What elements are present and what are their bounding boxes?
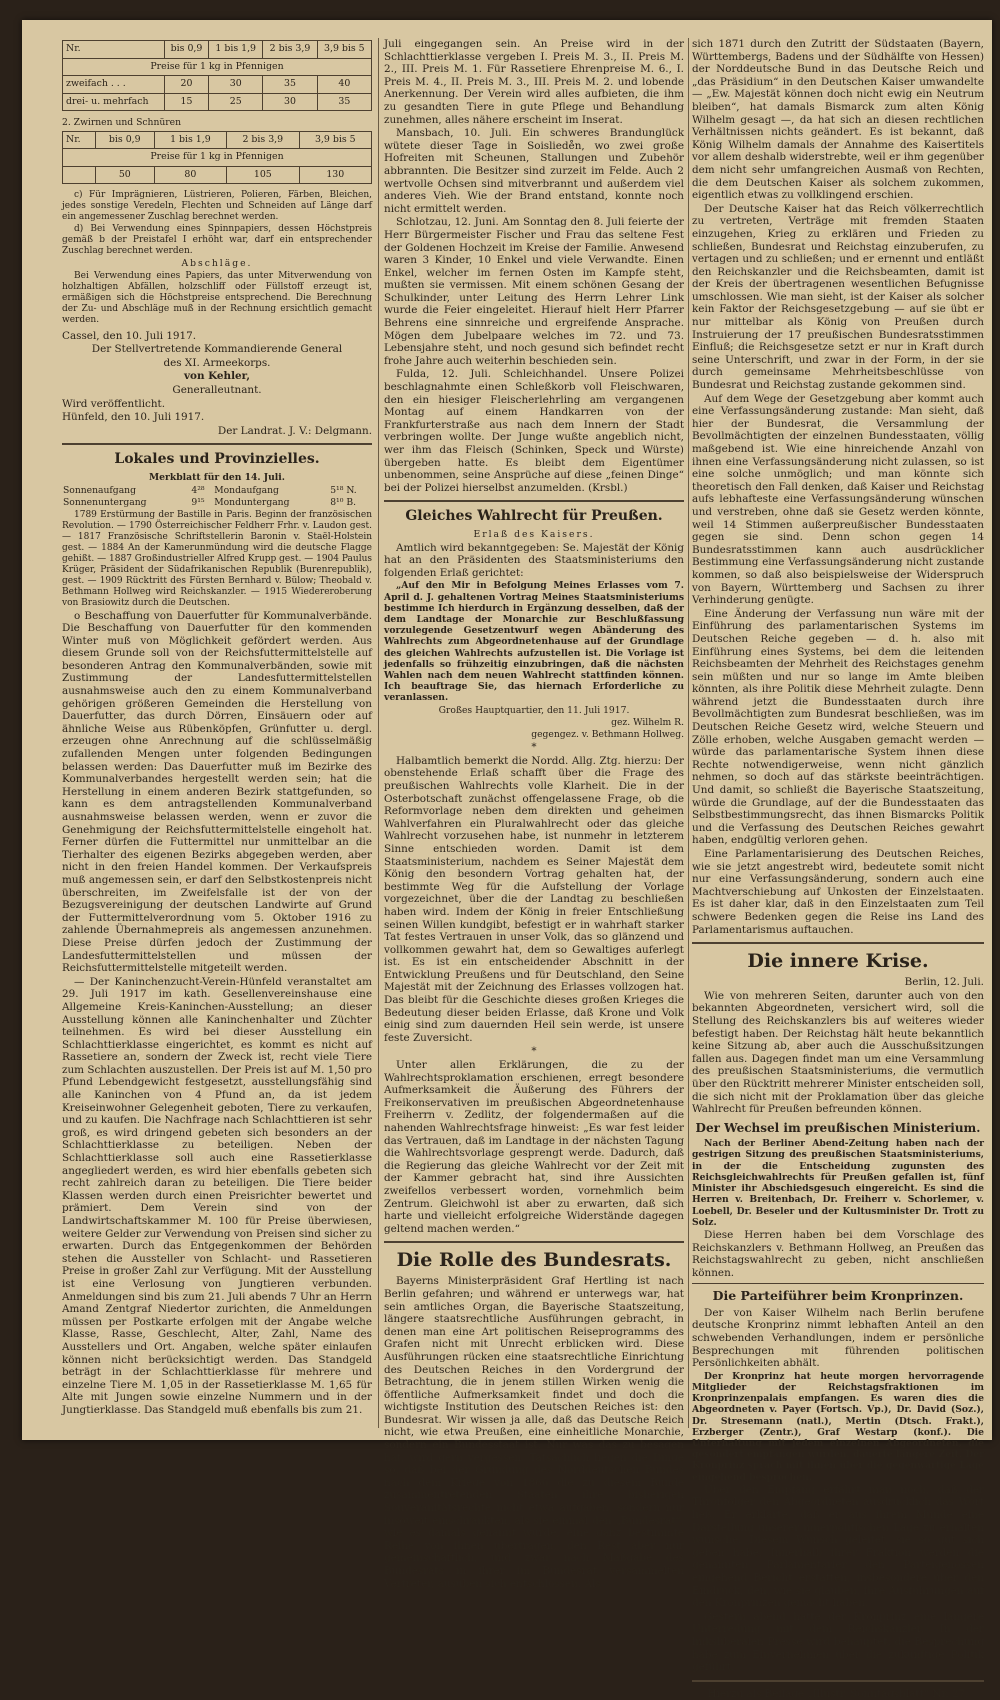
dateline-cassel: Cassel, den 10. Juli 1917. [62,329,197,342]
table-subheader: Preise für 1 kg in Pfennigen [63,149,372,167]
table-header-cell: Nr. [63,131,96,149]
divider [692,1283,984,1284]
table-cell: 25 [209,93,263,111]
section-title-bundesrat: Die Rolle des Bundesrats. [396,1249,672,1272]
table-cell: 30 [209,76,263,94]
article-wechsel: Nach der Berliner Abend-Zeitung haben nach der gestrigen Sitzung des preußischen Staatsministeriums, in der die Entscheidung zugunsten des Reichsgleichwahlrechts für Preußen gefallen ist, fünf Minister ihr Abschiedsgesuch eingereicht. Es sind die Herren v. Breitenbach, Dr. Freiherr v. Schorlemer, v. Loebell, Dr. Beseler und der Kultusminister Dr. Trott zu Solz. [692,1138,984,1228]
erlass-place: Großes Hauptquartier, den 11. Juli 1917. [438,704,630,716]
price-table-2 [62,131,372,185]
table-cell: 20 [164,76,208,94]
dateline-berlin: Berlin, 12. Juli. [904,976,984,989]
footnote-d: d) Bei Verwendung eines Spinnpapiers, dessen Höchstpreis gemäß b der Preistafel I erhöht war, darf ein entsprechender Zuschlag berechnet werden. [62,224,372,257]
table-cell: drei- u. mehrfach [63,93,165,111]
almanac-label: Monduntergang [214,497,290,509]
published-note: Wird veröffentlicht. [62,397,166,410]
table-header-cell: bis 0,9 [164,41,208,59]
supplement-note: Hierzu als Beilage „Illustr. Sonntagsblatt“ Nr. 27. [707,1687,969,1700]
divider [692,1680,984,1682]
signer-rank: Generalleutnant. [172,383,262,396]
table-header-cell: 1 bis 1,9 [154,131,226,149]
table-cell: 50 [95,166,154,184]
landrat-signature: Der Landrat. J. V.: Delgmann. [217,424,372,437]
table-cell: 30 [263,93,317,111]
article-bundesrat: Bayerns Ministerpräsident Graf Hertling ist nach Berlin gefahren; und während er unterwegs war, hat sein amtliches Organ, die Bayerische Staatszeitung, längere staatsrechtliche Ausführungen gebracht, in denen man eine Art politischen Reiseprogramms des Grafen nicht mit Unrecht erblicken wird. Diese Ausführungen rücken eine staatsrechtliche Einrichtung des Deutschen Reiches in den Vordergrund der Betrachtung, die in jenem stillen Wirken wenig die öffentliche Aufmerksamkeit findet und doch die wichtigste Institution des Deutschen Reiches ist: den Bundesrat. Wir wissen ja alle, daß das Deutsche Reich nicht, wie etwa Preußen, eine einheitliche Monarchie, sondern ein Bundesstaat ist. Nur was das zu besagen hat, wird gern vergessen. Tatsächlich liegen die Dinge so, daß bei der Gründung des Norddeutschen Bundes nach dem Kriege von 1866 die zu diesem Bunde zusammentretenden Staaten ihre bisherigen Souveränitätsrechte nicht etwa aufgaben, sondern nur insoweit einschränkten, als sie einmal den „Bundesrat“, wie es damals genannt wurde, eine ganz bestimmte Reihe von ihnen übertragen, den Rest aber nur gemeinschaftlich, und zwar nach Maßgabe des Bundesrats in ihrer im Bundesrat versammelten Vertreter, ausüben sich entschlossen. Als [384,1275,684,1590]
abschlaege-text: Bei Verwendung eines Papiers, das unter Mitverwendung von holzhaltigen Abfällen, holzschliff oder Füllstoff erzeugt ist, ermäßigen sich die Höchstpreise entsprechend. Die Berechnung der Zu- und Abschläge muß in der Rechnung ersichtlich gemacht werden. [62,270,372,325]
article-bundesrat-cont: sich 1871 durch den Zutritt der Südstaaten (Bayern, Württembergs, Badens und der Südhälfte von Hessen) der Norddeutsche Bund in das Deutsche Reich und „das Präsidium“ in den Deutschen Kaiser umwandelte — „Ew. Majestät können doch nicht ewig ein Neutrum bleiben“, hat damals Bismarck zum alten König Wilhelm gesagt —, da hat sich an diesen rechtlichen Verhältnissen nichts geändert. Es ist bekannt, daß König Wilhelm damals der Annahme des Kaisertitels vor allem deshalb widerstrebte, weil er ihm gegenüber dem nicht sehr umfangreichen Ausmaß von Rechten, die dem Deutschen Kaiser als solchem zukommen, eigentlich etwas zu vollklingend erschien. [692,38,984,202]
column-middle [384,38,684,1590]
almanac-label: Sonnenuntergang [63,497,147,509]
divider [384,500,684,502]
almanac-label: Sonnenaufgang [63,484,136,496]
article-mansbach: Mansbach, 10. Juli. Ein schweres Brandunglück wütete dieser Tage in Soisliede̊n, wo zwei große Hofreiten mit Scheunen, Stallungen und Zubehör abbrannten. Die Besitzer sind zurzeit im Felde. Auch 2 wertvolle Ochsen sind mitverbrannt und außerdem viel anderes Vieh. Wie der Brand entstand, konnte noch nicht ermittelt werden. [384,127,684,215]
section-title-krise: Die innere Krise. [747,950,929,973]
footnote-c: c) Für Imprägnieren, Lüstrieren, Polieren, Färben, Bleichen, jedes sonstige Veredeln, Flechten und Schneiden auf Länge darf ein angemessener Zuschlag berechnet werden. [62,190,372,223]
column-right [692,38,984,1700]
newspaper-page [22,20,992,1700]
almanac-value: 9¹⁵ [191,497,205,509]
article-bundesrat-kaiser: Der Deutsche Kaiser hat das Reich völkerrechtlich zu vertreten, Verträge mit fremden Staaten einzugehen, Krieg zu erklären und Frieden zu schließen, Bundesrat und Reichstag einzuberufen, zu vertagen und zu schließen; und er ernennt und entläßt den Reichskanzler und die Reichsbeamten, damit ist der Kreis der übertragenen wesentlichen Befugnisse umschlossen. Wie man sieht, ist der Kaiser als solcher kein Faktor der Reichsgesetzgebung — auf sie übt er nur mittelbar als König von Preußen durch Instruierung der 17 preußischen Bundesratsstimmen Einfluß; die Reichsgesetze setzt er nur in Kraft durch seine Unterschrift, und zwar in der Form, in der sie durch gemeinsame Mehrheitsbeschlüsse von Bundesrat und Reichstag zustande gekommen sind. [692,202,984,392]
section-title-wechsel: Der Wechsel im preußischen Ministerium. [695,1120,981,1135]
article-schlotzau: Schlotzau, 12. Juni. Am Sonntag den 8. Juli feierte der Herr Bürgermeister Fischer und Frau das seltene Fest der Goldenen Hochzeit im Kreise der Familie. Anwesend waren 3 Kinder, 10 Enkel und viele Verwandte. Einen Enkel, welcher im fernen Osten im Kampfe steht, mußten sie vermissen. Mit einem schönen Gesang der Schulkinder, unter Leitung des Herrn Lehrer Link wurde die Feier eingeleitet. Hierauf hielt Herr Pfarrer Behrens eine sinnreiche und ergreifende Ansprache. Mögen dem Jubelpaare welches im 72. und 73. Lebensjahre steht, und noch gesund sich befindet recht frohe Jahre auch weiterhin beschieden sein. [384,216,684,367]
almanac-title: Merkblatt für den 14. Juli. [149,472,285,484]
almanac-value: 8¹⁰ B. [330,497,356,509]
signer-office: Der Stellvertretende Kommandierende General [91,343,343,356]
article-parteifuehrer: Der von Kaiser Wilhelm nach Berlin berufene deutsche Kronprinz nimmt lebhaften Anteil an den schwebenden Verhandlungen, indem er persönliche Besprechungen mit führenden politischen Persönlichkeiten abhält. [692,1306,984,1370]
article-kaninchen: — Der Kaninchenzucht-Verein-Hünfeld veranstaltet am 29. Juli 1917 im kath. Gesellenvereinshause eine Allgemeine Kreis-Kaninchen-Ausstellung; an dieser Ausstellung können alle Kaninchenhalter und Züchter teilnehmen. Es wird bei dieser Ausstellung ein Schlachttierklasse eingerichtet, es kommt es nicht auf Rassetiere an, sondern der Zweck ist, recht viele Tiere zum Schlachten auszustellen. Der Preis ist auf M. 1,50 pro Pfund Lebendgewicht festgesetzt, ausstellungsfähig sind alle Kaninchen von 4 Pfund an, da ist jedem Kreiseinwohner Gelegenheit geboten, Tiere zu verkaufen, und zu kaufen. Die Nachfrage nach Schlachttieren ist sehr groß, es wird dringend gebeten sich besonders an der Schlachttierklasse zu beteiligen. Neben der Schlachttierklasse soll auch eine Rassetierklasse angegliedert werden, es wird hier ebenfalls gebeten sich recht zahlreich daran zu beteiligen. Die Tiere beider Klassen werden durch einen Preisrichter bewertet und prämiert. Dem Verein sind von der Landwirtschaftskammer M. 100 für Preise überwiesen, weitere Gelder zur Verwendung von Preisen sind sicher zu erwarten. Durch das Entgegenkommen der Behörden stehen die Aussteller von Schlacht- und Rassetieren Preise in großer Zahl zur Verfügung. Mit der Ausstellung ist eine Verlosung von Jungtieren verbunden. Anmeldungen sind bis zum 21. Juli abends 7 Uhr an Herrn Amand Zentgraf Niedertor zurichten, die Anmeldungen müssen per Postkarte erfolgen mit der Angabe welche Klasse, Rasse, Geschlecht, Alter, Zahl, Name des Ausstellers und Ort. Angaben, welche später einlaufen können nicht berücksichtigt werden. Das Standgeld beträgt in der Schlachttierklasse für mehrere und einzelne Tiere M. 1,05 in der Rassetierklasse M. 1,65 für Alte mit Jungen sowie einzelne Nummern und in der Jungtierklasse. Das Standgeld muß ebenfalls bis zum 21. [62,975,372,1416]
table-caption: 2. Zwirnen und Schnüren [62,117,182,129]
almanac-value: 5¹⁸ N. [330,484,357,496]
table-cell [63,166,96,184]
table-cell: 40 [317,76,371,94]
erlass-countersign: gegengez. v. Bethmann Hollweg. [531,729,684,740]
table-cell: 130 [299,166,371,184]
article-wechsel-cont: Diese Herren haben bei dem Vorschlage des Reichskanzlers v. Bethmann Hollweg, an Preußen das Reichstagswahlrecht zu geben, nicht anschließen können. [692,1228,984,1279]
article-halbamtlich: Halbamtlich bemerkt die Nordd. Allg. Ztg. hierzu: Der obenstehende Erlaß schafft über die Frage des preußischen Wahlrechts volle Klarheit. Die in der Osterbotschaft zunächst offengelassene Frage, ob die Reformvorlage neben dem direkten und geheimen Wahlverfahren ein Pluralwahlrecht oder das gleiche Wahlrecht vorzusehen habe, ist nunmehr in letzterem Sinne entschieden worden. Damit ist dem Staatsministerium, nachdem es Seiner Majestät dem König den besondern Vortrag gehalten hat, der bestimmte Weg für die Aufstellung der Vorlage vorgezeichnet, über die der Landtag zu beschließen haben wird. Indem der König in freier Entschließung seinen Willen kundgibt, befestigt er in wahrhaft starker Tat festes Vertrauen in unser Volk, das so glänzend und vollkommen gewahrt hat, dem so Gewaltiges auferlegt ist. Es ist ein entscheidender Abschnitt in der Entwicklung Preußens und für Deutschland, den Seine Majestät mit der Zeichnung des Erlasses vollzogen hat. Das bleibt für die Geschichte dieses großen Krieges die Bedeutung dieser beiden Erlasse, daß Krone und Volk einig sind zum dauernden Heil sein werde, ist unsere feste Zuversicht. [384,754,684,1044]
table-header-cell: Nr. [63,41,165,59]
article-empfang: Über den Empfang erfährt man noch, daß der Thronfolger den Abgeordneten ausdrücklich das Wort ließ. Er erklärte, daß er aus ihrem Munde eine Darstellung unserer innerpolitischen Lage zu erhalten wünsche. Diesem Wunsch geleitet, sie so gut sich geben habe. Innerhalb ihrer Fraktion werden die genannten Parlamentarier den Parteigenossen eingehend Bericht erstatten, insbesondere über den Eindruck, den, wie sie glauben, ihre Ausführungen auf den Kronprinzen gemacht haben. [692,1483,984,1610]
divider [384,1241,684,1243]
article-bundesrat-end: Eine Parlamentarisierung des Deutschen Reiches, wie sie jetzt angestrebt wird, bedeutete somit nicht nur eine Verfassungsänderung, sondern auch eine Machtverschiebung auf Unkosten der Einzelstaaten. Es ist daher klar, daß in den Einzelstaaten zum Teil schwere Bedenken gegen die Reise ins Land des Parlamentarismus auftauchen. [692,848,984,936]
signer-name: von Kehler, [183,370,250,383]
section-title-wahlrecht: Gleiches Wahlrecht für Preußen. [405,508,663,525]
table-cell: zweifach . . . [63,76,165,94]
table-header-cell: 3,9 bis 5 [317,41,371,59]
price-table-1 [62,40,372,111]
article-bundesrat-parlament: Eine Änderung der Verfassung nun wäre mit der Einführung des parlamentarischen Systems im Deutschen Reiche gegeben — d. h. also mit Einführung eines Systems, bei dem die leitenden Reichsbeamten der Mehrheit des Reichstages genehm sein müßten und nur so lange im Amte bleiben könnten, als ihre Politik diese Mehrheit zulagte. Denn während jetzt die Bundesstaaten durch ihre Bevollmächtigten zum Bundesrat beschließen, was im Deutschen Reiche Gesetz wird, welche Steuern und Zölle erhoben, welche Ausgaben gemacht werden — würde das parlamentarische System ihnen diese Rechte notwendigerweise, wenn nicht gänzlich nehmen, so doch auf das stärkste beeinträchtigen. Und damit, so schließt die Bayerische Staatszeitung, würde die Grundlage, auf der die Bundesstaaten das Selbstbestimmungsrecht, das ihnen Bismarcks Politik und die Verfassung des Deutschen Reiches gewahrt haben, endgültig verloren gehen. [692,607,984,847]
divider [692,942,984,944]
table-subheader: Preise für 1 kg in Pfennigen [63,58,372,76]
table-cell: 35 [317,93,371,111]
almanac-label: Mondaufgang [214,484,279,496]
almanac-value: 4²⁸ [191,484,205,496]
article-fulda: Fulda, 12. Juli. Schleichhandel. Unsere Polizei beschlagnahmte einen Schleßkorb voll Fleischwaren, den ein hiesiger Fleischerlehrling am vergangenen Montag auf einem Handkarren von der Frankfurterstraße aus nach dem Innern der Stadt verbringen wollte. Der Junge wußte angeblich nicht, wer ihm das Fleisch (Schinken, Speck und Würste) übergeben hatte. Es bleibt dem Eigentümer unbenommen, seine Ansprüche auf diese „feinen Dinge“ bei der Polizei hierselbst anzumelden. (Krsbl.) [384,368,684,494]
history-entries: 1789 Erstürmung der Bastille in Paris. Beginn der französischen Revolution. — 1790 Österreichischer Feldherr Frhr. v. Laudon gest. — 1817 Französische Schriftstellerin Baronin v. Staël-Holstein gest. — 1884 An der Kamerunmündung wird die deutsche Flagge gehißt. — 1887 Großindustrieller Alfred Krupp gest. — 1904 Paulus Krüger, Präsident der Südafrikanischen Republik (Burenrepublik), gest. — 1909 Rücktritt des Fürsten Bernhard v. Bülow; Theobald v. Bethmann Hollweg wird Reichskanzler. — 1915 Wiedereroberung von Brasiowitz durch die Deutschen. [62,509,372,608]
article-gestern: Gestern abend hatte der Kronprinz eine längere Unterredung mit dem Reichskanzler. In der linksliberalen Presse wird behauptet, die Besprechung habe zum Einvernehmen über die zukünftige Politik geführt. [692,1610,984,1674]
erlass-signature: gez. Wilhelm R. [611,716,684,728]
dateline-huenfeld: Hünfeld, den 10. Juli 1917. [62,411,205,424]
table-header-cell: 2 bis 3,9 [227,131,299,149]
table-header-cell: 3,9 bis 5 [299,131,371,149]
article-kaninchen-cont: Juli eingegangen sein. An Preise wird in der Schlachttierklasse vergeben I. Preis M. 3., II. Preis M. 2., III. Preis M. 1. Für Rassetiere Ehrenpreise M. 6., I. Preis M. 4., II. Preis M. 3., III. Preis M. 2. und lobende Anerkennung. Der Verein wird alles aufbieten, die ihm zu gesandten Tiere in gute Pflege und Behandlung zunehmen, alles nähere erscheint im Inserat. [384,38,684,126]
table-cell: 105 [227,166,299,184]
table-header-cell: 1 bis 1,9 [209,41,263,59]
section-title-parteifuehrer: Die Parteiführer beim Kronprinzen. [712,1288,964,1304]
table-header-cell: bis 0,9 [95,131,154,149]
erlass-subtitle: Erlaß des Kaisers. [473,529,595,541]
section-title-abschlaege: Abschläge. [181,258,253,270]
separator-star: * [531,741,537,754]
erlass-text: „Auf den Mir in Befolgung Meines Erlasses vom 7. April d. J. gehaltenen Vortrag Meines Staatsministeriums bestimme Ich hierdurch in Ergänzung desselben, daß der dem Landtage der Monarchie zur Beschlußfassung vorzulegende Gesetzentwurf wegen Abänderung des Wahlrechts zum Abgeordnetenhause auf der Grundlage des gleichen Wahlrechts aufzustellen ist. Die Vorlage ist jedenfalls so frühzeitig einzubringen, daß die nächsten Wahlen nach dem neuen Wahlrecht stattfinden können. Ich beauftrage Sie, das hiernach Erforderliche zu veranlassen. [384,580,684,704]
article-erklaerungen: Unter allen Erklärungen, die zu der Wahlrechtsproklamation erschienen, erregt besondere Aufmerksamkeit die Äußerung des Führers der Freikonservativen im preußischen Abgeordnetenhause Freiherrn v. Zedlitz, der folgendermaßen auf die nahenden Wahlrechtsfrage hinweist: „Es war fest leider das Vertrauen, daß im Landtage in der nächsten Tagung die Wahlrechtsvorlage gesprengt werde. Dadurch, daß die Regierung das gleiche Wahlrecht vor der Zeit mit der Kammer gebracht hat, sind ihre Aussichten zweifellos verbessert worden, vornehmlich beim Zentrum. Gleichwohl ist aber zu erwarten, daß sich harte und vielleicht erfolgreiche Widerstände dagegen geltend machen werden.“ [384,1059,684,1235]
column-rule [688,38,689,1428]
table-header-cell: 2 bis 3,9 [263,41,317,59]
article-kronprinz: Der Kronprinz hat heute morgen hervorragende Mitglieder der Reichstagsfraktionen im Kronprinzenpalais empfangen. Es waren dies die Abgeordneten v. Payer (Fortsch. Vp.), Dr. David (Soz.), Dr. Stresemann (natl.), Mertin (Dtsch. Frakt.), Erzberger (Zentr.), Graf Westarp (konf.). Die Unterhaltung mit jedem einzelnen Abgeordneten, die gesondert empfangen wurden, dauerte längere Zeit. Der Kronprinz sprach mit ihnen über die gegenwärtige Lage eingehend besprochen. [692,1370,984,1483]
table-cell: 15 [164,93,208,111]
almanac-table [62,485,372,510]
column-rule [378,38,379,1428]
article-dauerfutter: o Beschaffung von Dauerfutter für Kommunalverbände. Die Beschaffung von Dauerfutter für den kommenden Winter muß von Möglichkeit gefördert werden. Aus diesem Grunde soll von der Reichsfuttermittelstelle auf besonderen Antrag den Kommunalverbänden, sowie mit Zustimmung der Landesfuttermittelstellen ausnahmsweise auch den zu einem Kommunalverband gehörigen größeren Gemeinden die Herstellung von Dauerfutter, das durch Dörren, Einsäuern oder auf ähnliche Weise aus Rübenköpfen, Grünfutter u. dergl. erzeugen ohne Anrechnung auf die schlüsselmäßig zufallenden Mengen unter folgenden Bedingungen belassen werden: Das Dauerfutter muß im Bezirke des Kommunalverbandes hergestellt werden sein; hat die Herstellung in einem anderen Bezirk stattgefunden, so kann es dem antragstellenden Kommunalverband ausnahmsweise belassen werden, wenn er zuvor die Genehmigung der Reichsfuttermittelstelle eingeholt hat. Ferner dürfen die Futtermittel nur unmittelbar an die Tierhalter des eigenen Bezirks abgegeben werden, aber nicht in den freien Handel kommen. Der Verkaufspreis muß angemessen sein, er darf den Selbstkostenpreis nicht überschreiten, im Zweifelsfalle ist der von der Bezugsvereinigung der deutschen Landwirte auf Grund der Futtermittelverordnung vom 5. Oktober 1916 zu zahlende Übernahmepreis als angemessen anzunehmen. Diese Preise dürfen jedoch der Zustimmung der Landesfuttermittelstellen und müssen der Reichsfuttermittelstelle mitgeteilt werden. [62,609,372,975]
article-krise: Wie von mehreren Seiten, darunter auch von den bekannten Abgeordneten, versichert wird, soll die Stellung des Reichskanzlers bis auf weiteres wieder befestigt haben. Der Reichstag hält heute bekanntlich keine Sitzung ab, aber auch die Ausschußsitzungen fallen aus. Dagegen findet man um eine Versammlung des preußischen Staatsministeriums, die vermutlich über den Rücktritt mehrerer Minister entscheiden soll, die sich nicht mit der Proklamation über das gleiche Wahlrecht für Preußen befreunden können. [692,989,984,1116]
separator-star: * [531,1045,537,1058]
erlass-intro: Amtlich wird bekanntgegeben: Se. Majestät der König hat an den Präsidenten des Staatsministeriums den folgenden Erlaß gerichtet: [384,541,684,579]
section-title-lokales: Lokales und Provinzielles. [114,451,320,468]
table-cell: 35 [263,76,317,94]
column-left [62,38,372,1430]
article-bundesrat-verfassung: Auf dem Wege der Gesetzgebung aber kommt auch eine Verfassungsänderung zustande: Man sieht, daß hier der Bundesrat, die Versammlung der Bevollmächtigten der einzelnen Bundesstaaten, völlig maßgebend ist. Wie eine hinreichende Anzahl von ihnen eine Verfassungsänderung nicht zulassen, so ist eine solche unmöglich; und man könnte sich theoretisch den Fall denken, daß Kaiser und Reichstag aufs lebhafteste eine Verfassungsänderung wünschen und verstreben, ohne daß sie Gesetz werden könnte, weil 14 Stimmen außerpreußischer Bundesstaaten gegen sie sind. Denn schon gegen 14 Bundesratsstimmen kann auch ausdrücklicher Bestimmung eine Verfassungsänderung nicht zustande kommen, so daß also beispielsweise der Widerspruch von Bayern, Württemberg und Sachsen zu ihrer Verhinderung genügte. [692,392,984,607]
signer-corps: des XI. Armeekorps. [163,356,271,369]
divider [62,443,372,445]
table-cell: 80 [154,166,226,184]
